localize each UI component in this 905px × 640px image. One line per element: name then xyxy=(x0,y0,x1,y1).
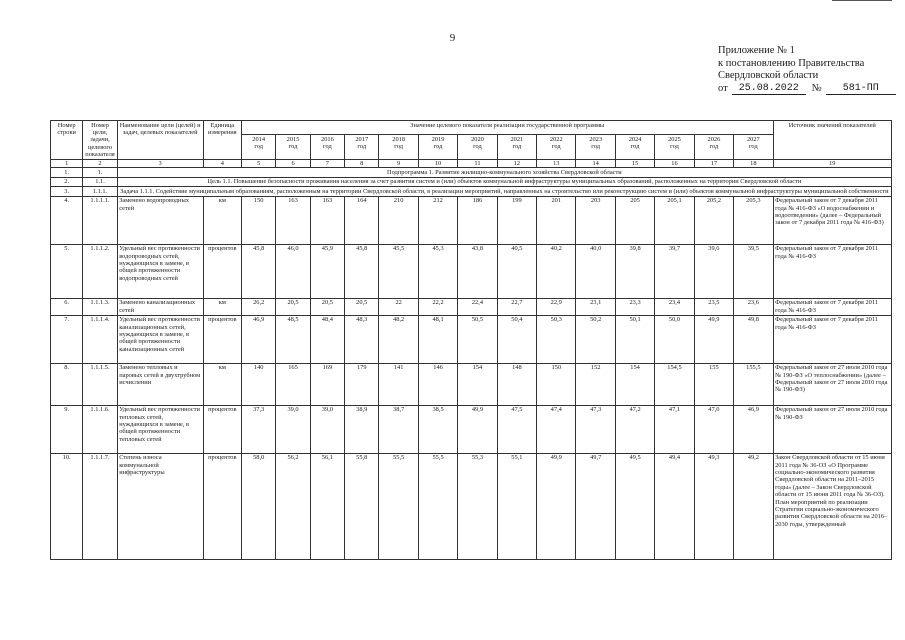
indicator-name: Заменено тепловых и паровых сетей в двухтрубном исчислении xyxy=(117,363,203,405)
year-suffix: год xyxy=(709,142,719,150)
value-2023: 152 xyxy=(576,363,615,405)
value-2014: 37,3 xyxy=(242,405,276,453)
value-2015: 48,5 xyxy=(276,315,310,363)
header-year-2015 xyxy=(276,135,310,160)
value-2023: 50,2 xyxy=(576,315,615,363)
from-label: от xyxy=(718,82,728,94)
table-row xyxy=(51,298,892,315)
year-suffix: год xyxy=(591,142,601,150)
value-2015: 56,2 xyxy=(276,453,310,559)
indicator-source: Закон Свердловской области от 15 июня 2011 года № 36-ОЗ «О Программе социально-экономического развития Свердловской области на 2011–2015 годы» (далее – Закон Свердловской области от 15 июня 2011 года № 36-ОЗ). План мероприятий по реализации Стратегии социально-экономического развития Свердловской области на 2016–2030 годы, утвержденный xyxy=(773,453,891,559)
section-title: Цель 1.1. Повышение безопасности проживания населения за счет развития систем и (или) объектов коммунальной инфраструктуры муниципальных образований, расположенных на территории Свердловской области xyxy=(117,177,891,186)
header-name: Наименование цели (целей) и задач, целевых показателей xyxy=(117,121,203,160)
value-2022: 49,9 xyxy=(537,453,576,559)
value-2020: 186 xyxy=(458,196,497,244)
row-number: 10. xyxy=(51,453,83,559)
value-2026: 47,0 xyxy=(694,405,733,453)
header-source: Источник значений показателей xyxy=(773,121,891,160)
value-2024: 154 xyxy=(615,363,654,405)
column-number: 16 xyxy=(655,160,694,168)
value-2019: 146 xyxy=(418,363,457,405)
year-value: 2023 xyxy=(589,135,603,143)
row-number: 5. xyxy=(51,244,83,298)
table-row xyxy=(51,315,892,363)
column-number: 15 xyxy=(615,160,654,168)
value-2016: 169 xyxy=(310,363,344,405)
year-value: 2019 xyxy=(431,135,445,143)
value-2025: 205,1 xyxy=(655,196,694,244)
value-2016: 39,0 xyxy=(310,405,344,453)
value-2027: 49,8 xyxy=(734,315,774,363)
value-2021: 47,5 xyxy=(497,405,536,453)
year-value: 2026 xyxy=(707,135,721,143)
indicator-unit: процентов xyxy=(203,315,241,363)
value-2017: 38,9 xyxy=(345,405,379,453)
goal-code: 1.1. xyxy=(83,177,117,186)
year-value: 2024 xyxy=(628,135,642,143)
header-year-2025 xyxy=(655,135,694,160)
value-2019: 38,5 xyxy=(418,405,457,453)
header-year-2014 xyxy=(242,135,276,160)
year-value: 2015 xyxy=(286,135,300,143)
year-value: 2025 xyxy=(668,135,681,143)
year-suffix: год xyxy=(323,142,332,150)
value-2016: 45,9 xyxy=(310,244,344,298)
value-2020: 22,4 xyxy=(458,298,497,315)
value-2022: 50,3 xyxy=(537,315,576,363)
value-2021: 148 xyxy=(497,363,536,405)
value-2017: 48,3 xyxy=(345,315,379,363)
row-number: 3. xyxy=(51,187,83,196)
year-suffix: год xyxy=(394,142,403,150)
value-2018: 22 xyxy=(379,298,418,315)
header-year-2024 xyxy=(615,135,654,160)
indicator-code: 1.1.1.5. xyxy=(83,363,117,405)
column-number: 9 xyxy=(379,160,418,168)
year-suffix: год xyxy=(433,142,443,150)
goal-code: 1. xyxy=(83,168,117,177)
value-2024: 49,5 xyxy=(615,453,654,559)
column-number: 18 xyxy=(734,160,774,168)
value-2026: 49,9 xyxy=(694,315,733,363)
header-year-2020 xyxy=(458,135,497,160)
resolution-date: 25.08.2022 xyxy=(732,83,806,95)
value-2025: 154,5 xyxy=(655,363,694,405)
column-number: 7 xyxy=(310,160,344,168)
value-2018: 55,5 xyxy=(379,453,418,559)
header-year-2023 xyxy=(576,135,615,160)
header-year-2027 xyxy=(734,135,774,160)
table-body xyxy=(51,160,892,560)
indicator-unit: процентов xyxy=(203,244,241,298)
table-row xyxy=(51,244,892,298)
year-suffix: год xyxy=(512,142,522,150)
section-row xyxy=(51,187,892,196)
value-2024: 23,3 xyxy=(615,298,654,315)
value-2027: 205,3 xyxy=(734,196,774,244)
value-2014: 150 xyxy=(242,196,276,244)
value-2018: 210 xyxy=(379,196,418,244)
value-2015: 39,0 xyxy=(276,405,310,453)
value-2020: 154 xyxy=(458,363,497,405)
value-2014: 140 xyxy=(242,363,276,405)
row-number: 8. xyxy=(51,363,83,405)
value-2023: 203 xyxy=(576,196,615,244)
year-suffix: год xyxy=(551,142,561,150)
column-number: 14 xyxy=(576,160,615,168)
column-number: 2 xyxy=(83,160,117,168)
value-2018: 38,7 xyxy=(379,405,418,453)
year-value: 2021 xyxy=(510,135,524,143)
indicator-name: Удельный вес протяженности тепловых сетей, нуждающихся в замене, в общей протяженности тепловых сетей xyxy=(117,405,203,453)
indicator-code: 1.1.1.3. xyxy=(83,298,117,315)
row-number: 9. xyxy=(51,405,83,453)
indicator-code: 1.1.1.7. xyxy=(83,453,117,559)
row-number: 2. xyxy=(51,177,83,186)
value-2018: 48,2 xyxy=(379,315,418,363)
section-row xyxy=(51,177,892,186)
value-2019: 22,2 xyxy=(418,298,457,315)
value-2020: 50,5 xyxy=(458,315,497,363)
value-2021: 50,4 xyxy=(497,315,536,363)
value-2015: 20,5 xyxy=(276,298,310,315)
appendix-title: Приложение № 1 xyxy=(718,45,795,56)
header-year-2022 xyxy=(537,135,576,160)
column-number: 11 xyxy=(458,160,497,168)
appendix-heading xyxy=(718,45,898,95)
value-2025: 23,4 xyxy=(655,298,694,315)
value-2024: 39,8 xyxy=(615,244,654,298)
indicator-code: 1.1.1.1. xyxy=(83,196,117,244)
column-number: 5 xyxy=(242,160,276,168)
indicator-source: Федеральный закон от 27 июля 2010 года № 190-ФЗ xyxy=(773,405,891,453)
indicator-unit: процентов xyxy=(203,453,241,559)
value-2021: 40,5 xyxy=(497,244,536,298)
value-2020: 49,9 xyxy=(458,405,497,453)
indicator-name: Степень износа коммунальной инфраструктуры xyxy=(117,453,203,559)
appendix-region: Свердловской области xyxy=(718,70,819,81)
header-values-group: Значение целевого показателя реализации государственной программы xyxy=(242,121,774,135)
value-2023: 23,1 xyxy=(576,298,615,315)
value-2022: 22,9 xyxy=(537,298,576,315)
year-suffix: год xyxy=(670,142,679,150)
year-value: 2027 xyxy=(746,135,760,143)
value-2023: 49,7 xyxy=(576,453,615,559)
indicator-name: Заменено канализационных сетей xyxy=(117,298,203,315)
value-2027: 23,6 xyxy=(734,298,774,315)
column-number: 1 xyxy=(51,160,83,168)
value-2024: 205 xyxy=(615,196,654,244)
value-2022: 201 xyxy=(537,196,576,244)
value-2024: 47,2 xyxy=(615,405,654,453)
indicator-name: Удельный вес протяженности канализационных сетей, нуждающихся в замене, в общей протяженности канализационных сетей xyxy=(117,315,203,363)
value-2021: 22,7 xyxy=(497,298,536,315)
column-number: 6 xyxy=(276,160,310,168)
header-year-2016 xyxy=(310,135,344,160)
value-2016: 48,4 xyxy=(310,315,344,363)
year-suffix: год xyxy=(748,142,758,150)
value-2027: 46,9 xyxy=(734,405,774,453)
table-row xyxy=(51,453,892,559)
value-2014: 26,2 xyxy=(242,298,276,315)
year-value: 2017 xyxy=(355,135,369,143)
value-2014: 45,8 xyxy=(242,244,276,298)
value-2018: 45,5 xyxy=(379,244,418,298)
value-2027: 39,5 xyxy=(734,244,774,298)
value-2019: 45,3 xyxy=(418,244,457,298)
row-number: 7. xyxy=(51,315,83,363)
value-2023: 47,3 xyxy=(576,405,615,453)
row-number: 6. xyxy=(51,298,83,315)
indicator-code: 1.1.1.6. xyxy=(83,405,117,453)
header-year-2021 xyxy=(497,135,536,160)
value-2025: 49,4 xyxy=(655,453,694,559)
indicator-unit: процентов xyxy=(203,405,241,453)
value-2020: 55,3 xyxy=(458,453,497,559)
column-number: 4 xyxy=(203,160,241,168)
year-suffix: год xyxy=(357,142,367,150)
year-value: 2022 xyxy=(549,135,563,143)
year-value: 2016 xyxy=(321,135,334,143)
appendix-resolution: к постановлению Правительства xyxy=(718,57,865,69)
indicator-name: Заменено водопроводных сетей xyxy=(117,196,203,244)
header-year-2018 xyxy=(379,135,418,160)
value-2025: 50,0 xyxy=(655,315,694,363)
value-2017: 20,5 xyxy=(345,298,379,315)
indicator-source: Федеральный закон от 27 июля 2010 года № 190-ФЗ «О теплоснабжении» (далее – Федеральный закон от 27 июля 2010 года № 190-ФЗ) xyxy=(773,363,891,405)
value-2017: 179 xyxy=(345,363,379,405)
value-2026: 49,3 xyxy=(694,453,733,559)
section-title: Подпрограмма 1. Развитие жилищно-коммунального хозяйства Свердловской области xyxy=(117,168,891,177)
year-suffix: год xyxy=(254,142,264,150)
row-number: 4. xyxy=(51,196,83,244)
value-2022: 47,4 xyxy=(537,405,576,453)
column-number: 12 xyxy=(497,160,536,168)
section-row xyxy=(51,168,892,177)
value-2023: 40,0 xyxy=(576,244,615,298)
value-2026: 205,2 xyxy=(694,196,733,244)
value-2026: 39,6 xyxy=(694,244,733,298)
value-2015: 46,0 xyxy=(276,244,310,298)
value-2025: 47,1 xyxy=(655,405,694,453)
value-2014: 58,0 xyxy=(242,453,276,559)
indicator-name: Удельный вес протяженности водопроводных сетей, нуждающихся в замене, в общей протяженности водопроводных сетей xyxy=(117,244,203,298)
value-2026: 23,5 xyxy=(694,298,733,315)
value-2022: 150 xyxy=(537,363,576,405)
header-unit: Единица измерения xyxy=(203,121,241,160)
value-2021: 55,1 xyxy=(497,453,536,559)
value-2016: 20,5 xyxy=(310,298,344,315)
value-2025: 39,7 xyxy=(655,244,694,298)
header-year-2017 xyxy=(345,135,379,160)
header-year-2026 xyxy=(694,135,733,160)
header-goal-number: Номер цели, задачи, целевого показателя xyxy=(83,121,117,160)
resolution-number: 581-ПП xyxy=(826,83,896,95)
value-2019: 48,1 xyxy=(418,315,457,363)
indicator-source: Федеральный закон от 7 декабря 2011 года № 416-ФЗ «О водоснабжении и водоотведении» (далее – Федеральный закон от 7 декабря 2011 года № 416-ФЗ) xyxy=(773,196,891,244)
column-number: 10 xyxy=(418,160,457,168)
value-2019: 212 xyxy=(418,196,457,244)
year-suffix: год xyxy=(288,142,298,150)
value-2018: 141 xyxy=(379,363,418,405)
indicator-source: Федеральный закон от 7 декабря 2011 года № 416-ФЗ xyxy=(773,244,891,298)
indicator-source: Федеральный закон от 7 декабря 2011 года № 416-ФЗ xyxy=(773,298,891,315)
indicator-source: Федеральный закон от 7 декабря 2011 года № 416-ФЗ xyxy=(773,315,891,363)
column-number: 17 xyxy=(694,160,733,168)
number-label: № xyxy=(811,82,822,94)
value-2024: 50,1 xyxy=(615,315,654,363)
value-2016: 56,1 xyxy=(310,453,344,559)
header-row-1 xyxy=(51,121,892,135)
column-numbers-row xyxy=(51,160,892,168)
value-2026: 155 xyxy=(694,363,733,405)
top-rule xyxy=(832,0,892,1)
value-2014: 46,9 xyxy=(242,315,276,363)
value-2027: 155,5 xyxy=(734,363,774,405)
section-title: Задача 1.1.1. Содействие муниципальным образованиям, расположенным на территории Свердловской области, в реализации мероприятий, направленных на строительство или реконструкцию систем и (или) объектов коммунальной инфраструктуры муниципальной собственности xyxy=(117,187,891,196)
indicator-unit: км xyxy=(203,298,241,315)
value-2021: 199 xyxy=(497,196,536,244)
header-row-number: Номер строки xyxy=(51,121,83,160)
year-value: 2020 xyxy=(471,135,484,143)
column-number: 8 xyxy=(345,160,379,168)
column-number: 13 xyxy=(537,160,576,168)
year-suffix: год xyxy=(630,142,640,150)
value-2019: 55,5 xyxy=(418,453,457,559)
appendix-date-line xyxy=(718,83,898,96)
value-2017: 164 xyxy=(345,196,379,244)
value-2015: 163 xyxy=(276,196,310,244)
value-2022: 40,2 xyxy=(537,244,576,298)
column-number: 19 xyxy=(773,160,891,168)
value-2017: 45,8 xyxy=(345,244,379,298)
value-2016: 163 xyxy=(310,196,344,244)
table-row xyxy=(51,363,892,405)
indicator-code: 1.1.1.2. xyxy=(83,244,117,298)
value-2027: 49,2 xyxy=(734,453,774,559)
indicator-code: 1.1.1.4. xyxy=(83,315,117,363)
header-year-2019 xyxy=(418,135,457,160)
indicator-unit: км xyxy=(203,196,241,244)
year-value: 2018 xyxy=(392,135,406,143)
target-indicators-table xyxy=(50,120,892,560)
year-suffix: год xyxy=(473,142,482,150)
table-row xyxy=(51,405,892,453)
page-number: 9 xyxy=(449,32,456,44)
column-number: 3 xyxy=(117,160,203,168)
indicator-unit: км xyxy=(203,363,241,405)
row-number: 1. xyxy=(51,168,83,177)
value-2015: 165 xyxy=(276,363,310,405)
table-row xyxy=(51,196,892,244)
value-2020: 43,8 xyxy=(458,244,497,298)
value-2017: 55,8 xyxy=(345,453,379,559)
goal-code: 1.1.1. xyxy=(83,187,117,196)
year-value: 2014 xyxy=(252,135,266,143)
